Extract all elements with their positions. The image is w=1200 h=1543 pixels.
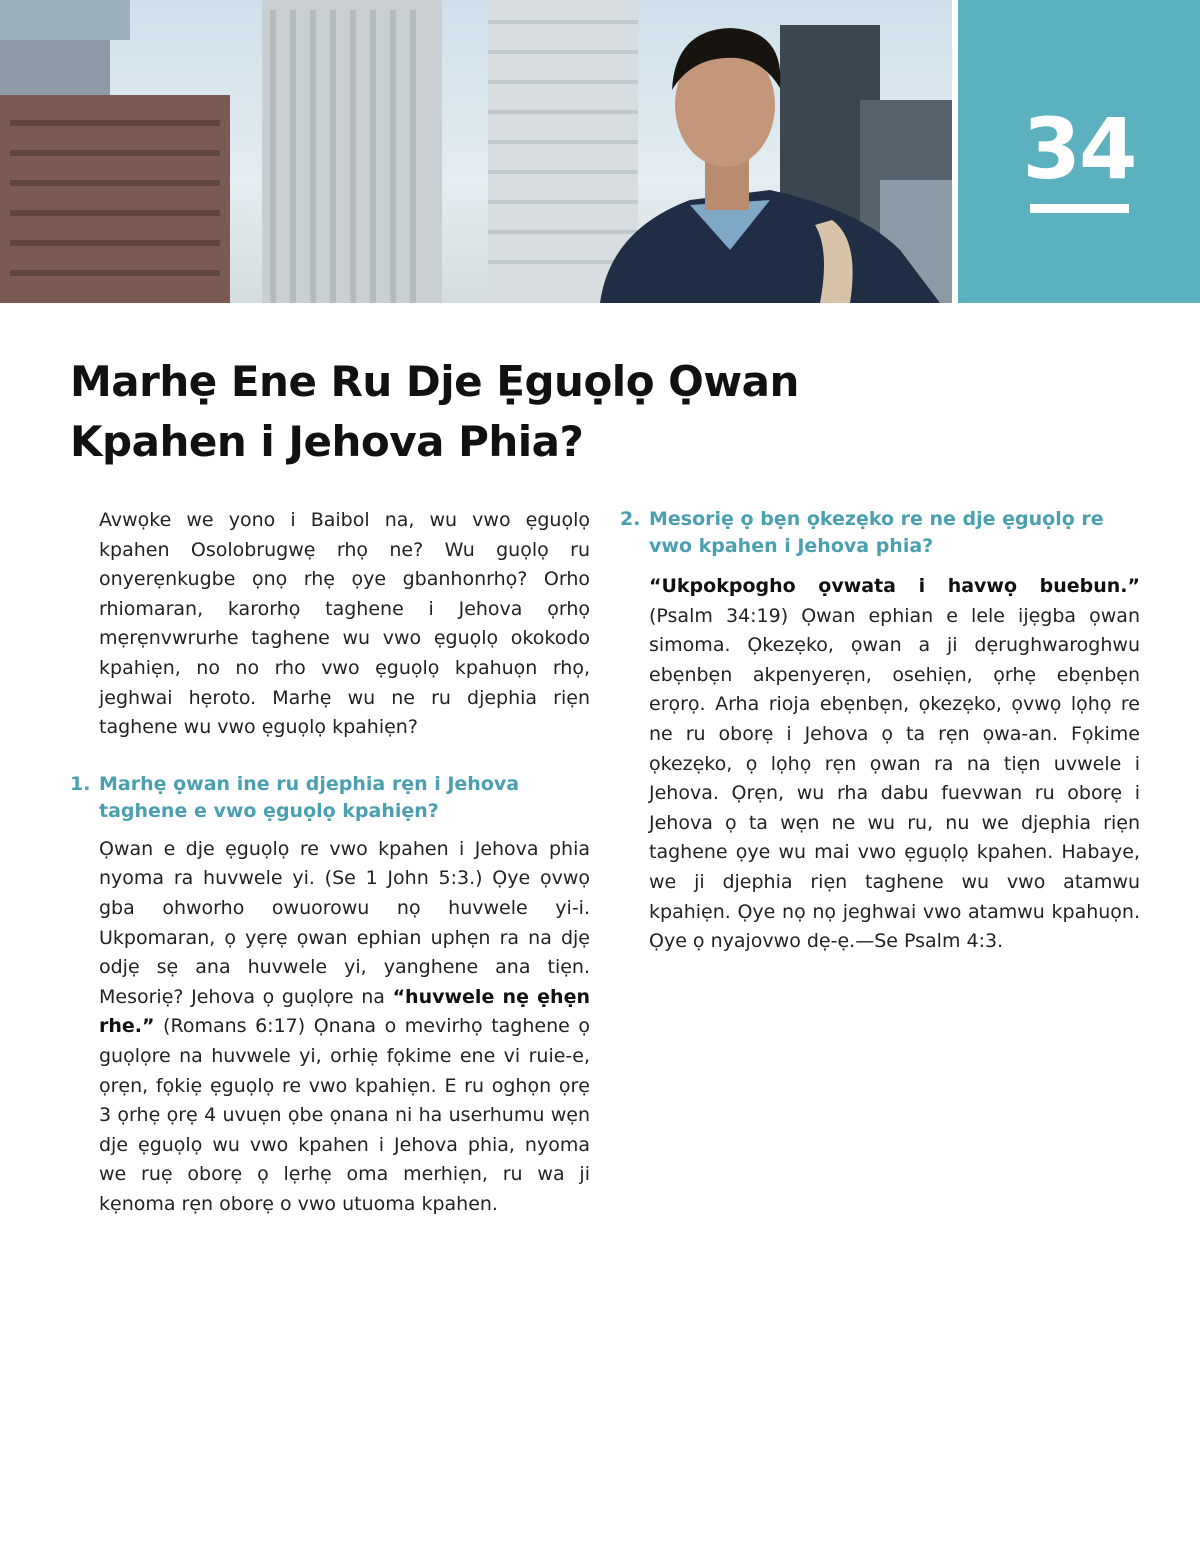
page-title-line-2: Kpahen i Jehova Phia? — [70, 417, 584, 466]
answer-2-bold-quote: “Ukpokpogho ọvwata i havwọ buebun.” — [649, 575, 1140, 597]
city-skyline-illustration — [0, 0, 952, 303]
answer-1-text-after: (Romans 6:17) Ọnana o mevirhọ taghene ọ guọlọre na huvwele yi, orhiẹ fọkime ene vi ruie-e, ọrẹn, fọkiẹ ẹguọlọ re vwo kpahiẹn. E ru oghọn ọrẹ 3 ọrhẹ ọrẹ 4 uvuẹn ọbe ọnana ni ha userhumu wẹn dje ẹguọlọ wu vwo kpahen i Jehova phia, nyoma we ruẹ oborẹ ọ lẹrhẹ oma merhiẹn, ru wa ji kẹnoma rẹn oborẹ o vwo utuoma kpahen. — [99, 1015, 590, 1215]
question-2-text: Mesoriẹ ọ bẹn ọkezẹko re ne dje ẹguọlọ re vwo kpahen i Jehova phia? — [649, 508, 1104, 557]
left-column — [70, 506, 590, 1219]
answer-1-text-before: Ọwan e dje ẹguọlọ re vwo kpahen i Jehova phia nyoma ra huvwele yi. (Se 1 John 5:3.) Ọye ọvwọ gba ohworho owuorowu nọ huvwele yi-i. Ukpomaran, ọ yẹrẹ ọwan ephian uphẹn ra na djẹ odjẹ sẹ ana huvwele yi, yanghene ana tiẹn. Mesoriẹ? Jehova ọ guọlọre na — [99, 837, 590, 1008]
answer-2-paragraph — [620, 572, 1140, 957]
answer-1-bold-quote: “huvwele nẹ ẹhẹn rhe.” — [99, 985, 590, 1038]
page-title-line-1: Marhẹ Ene Ru Dje Ẹguọlọ Ọwan — [70, 357, 799, 406]
question-2 — [620, 506, 1140, 560]
answer-2-text-after: (Psalm 34:19) Ọwan ephian e lele ijẹgba ọwan simoma. Ọkezẹko, ọwan a ji dẹrughwaroghwu ebẹnbẹn akpenyerẹn, osehiẹn, ọrhẹ ebẹnbẹn erọrọ. Arha rioja ebẹnbẹn, ọkezẹko, ọvwọ lọhọ re ne ru oborẹ i Jehova ọ ta rẹn ọwa-an. Fọkime ọkezẹko, ọ lọhọ rẹn ọwan ra na tiẹn uvwele i Jehova. Ọrẹn, wu rha dabu fuevwan ru oborẹ i Jehova ọ ta wẹn ne wu ru, nu we djephia riẹn taghene ọye wu mai vwo ẹguọlọ kpahen. Habaye, we ji djephia riẹn taghene wu vwo atamwu kpahiẹn. Ọye nọ nọ jeghwai vwo atamwu kpahuọn. Ọye ọ nyajovwo dẹ-ẹ.—Se Psalm 4:3. — [649, 604, 1140, 953]
question-1-number: 1. — [70, 772, 91, 795]
right-column — [620, 506, 1140, 957]
lesson-number-box — [958, 0, 1200, 303]
page-title — [70, 352, 890, 472]
intro-paragraph: Avwọke we yono i Baibol na, wu vwo ẹguọlọ kpahen Osolobrugwẹ rhọ ne? Wu guọlọ ru onyerẹnkugbe ọnọ rhẹ ọye gbanhonrhọ? Orho rhiomaran, karorhọ taghene i Jehova ọrhọ mẹrẹnvwrurhe taghene wu vwo ẹguọlọ okokodo kpahiẹn, no no rho vwo ẹguọlọ kpahuọn rhọ, jeghwai hẹroto. Marhẹ wu ne ru djephia riẹn taghene wu vwo ẹguọlọ kpahiẹn? — [99, 509, 590, 739]
hero-photo — [0, 0, 952, 303]
lesson-number-underline — [1030, 204, 1129, 213]
answer-1-paragraph — [70, 835, 590, 1220]
lesson-number: 34 — [1022, 100, 1136, 198]
question-1-text: Marhẹ ọwan ine ru djephia rẹn i Jehova taghene e vwo ẹguọlọ kpahiẹn? — [99, 772, 520, 822]
question-2-number: 2. — [620, 508, 641, 530]
question-1 — [70, 771, 590, 825]
